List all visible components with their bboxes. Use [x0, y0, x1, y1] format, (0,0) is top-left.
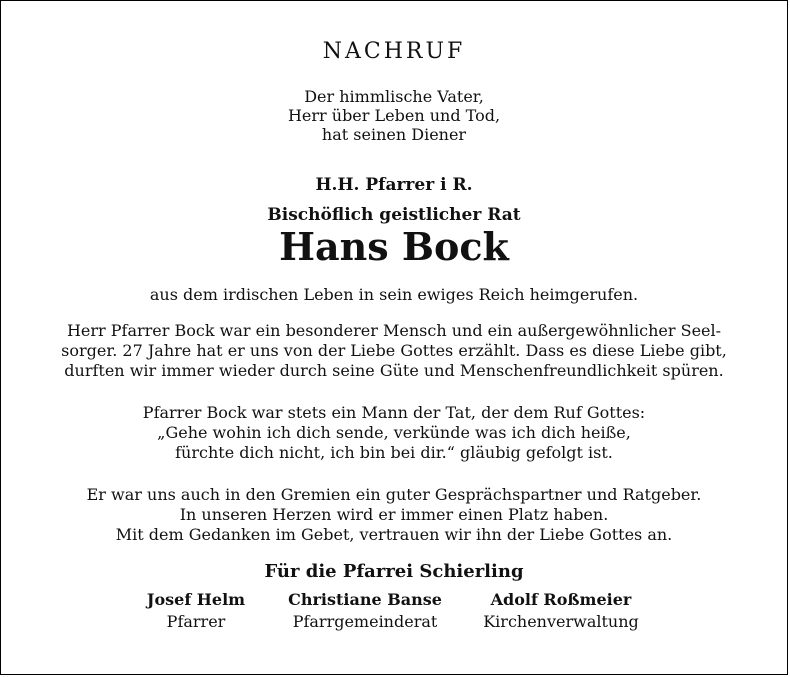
intro-line: Herr über Leben und Tod,	[287, 106, 501, 125]
tribute-paragraph-2	[1, 403, 787, 463]
notice-heading: NACHRUF	[322, 39, 466, 64]
paragraph-line: Er war uns auch in den Gremien ein guter Gesprächspartner und Ratgeber.	[86, 485, 702, 504]
honorary-rank: Bischöflich geistlicher Rat	[267, 205, 521, 225]
clerical-title: H.H. Pfarrer i R.	[315, 175, 473, 195]
paragraph-line: Pfarrer Bock war stets ein Mann der Tat, der dem Ruf Gottes:	[142, 403, 646, 422]
signatory-role: Pfarrgemeinderat	[292, 612, 438, 631]
signatory-name: Josef Helm	[146, 590, 246, 609]
paragraph-line: In unseren Herzen wird er immer einen Platz haben.	[179, 505, 609, 524]
paragraph-line: „Gehe wohin ich dich sende, verkünde was ich dich heiße,	[157, 423, 631, 442]
title-block	[1, 170, 787, 230]
parish-line: Für die Pfarrei Schierling	[264, 561, 524, 582]
paragraph-line: Mit dem Gedanken im Gebet, vertrauen wir ihn der Liebe Gottes an.	[115, 525, 673, 544]
paragraph-line: durften wir immer wieder durch seine Güte und Menschenfreundlichkeit spüren.	[64, 361, 724, 380]
signatory-name: Adolf Roßmeier	[490, 590, 632, 609]
intro-block	[1, 87, 787, 144]
tribute-paragraph-3	[1, 485, 787, 545]
paragraph-line: fürchte dich nicht, ich bin bei dir.“ gläubig gefolgt ist.	[175, 443, 613, 462]
deceased-name: Hans Bock	[279, 224, 509, 269]
signatory	[265, 589, 465, 633]
paragraph-line: sorger. 27 Jahre hat er uns von der Liebe Gottes erzählt. Dass es diese Liebe gibt,	[61, 341, 727, 360]
called-home-line: aus dem irdischen Leben in sein ewiges Reich heimgerufen.	[149, 285, 639, 304]
intro-line: Der himmlische Vater,	[304, 87, 484, 106]
signatory-name: Christiane Banse	[288, 590, 442, 609]
tribute-paragraph-1	[1, 321, 787, 381]
signatory-role: Kirchenverwaltung	[483, 612, 639, 631]
intro-line: hat seinen Diener	[321, 125, 467, 144]
signatory	[461, 589, 661, 633]
paragraph-line: Herr Pfarrer Bock war ein besonderer Mensch und ein außergewöhnlicher Seel-	[66, 321, 722, 340]
signatory-role: Pfarrer	[166, 612, 226, 631]
